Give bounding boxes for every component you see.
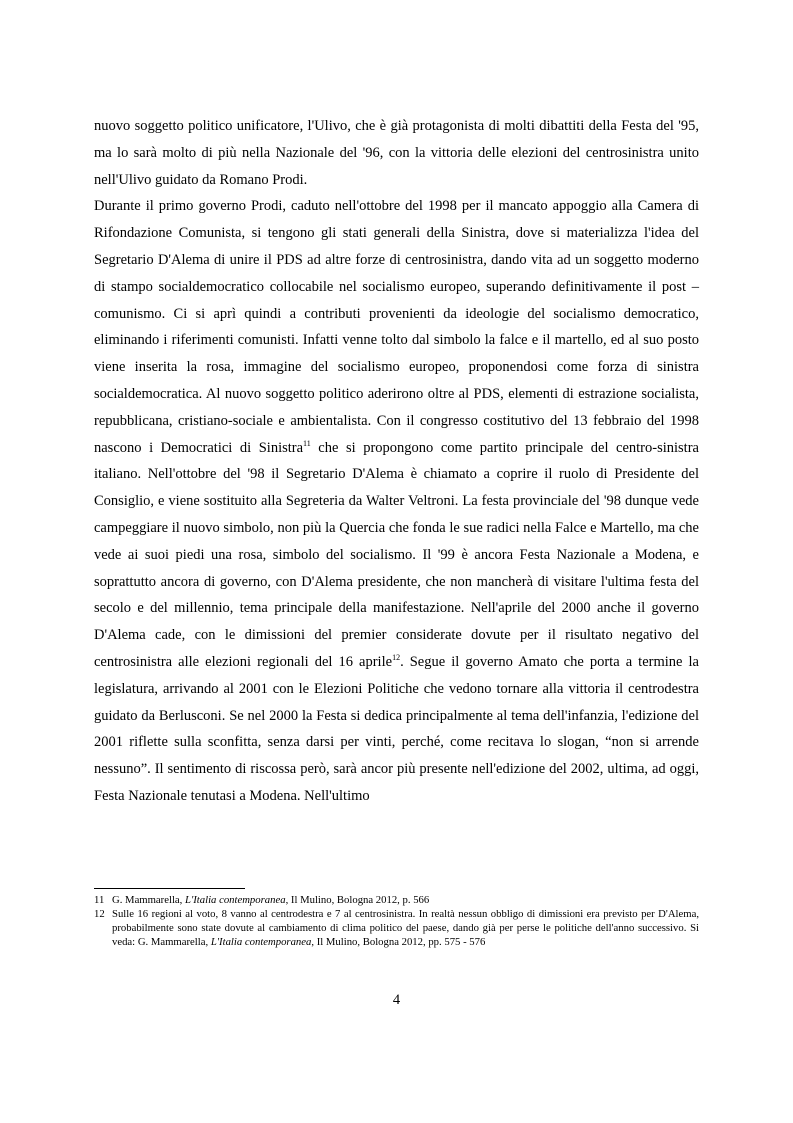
paragraph-text: . Segue il governo Amato che porta a termine la legislatura, arrivando al 2001 con le Elezioni Politiche che vedono tornare alla vittoria il centrodestra guidato da Berlusconi. Se nel 2000 la Festa si dedica principalmente al tema dell'infanzia, l'edizione del 2001 riflette sulla sconfitta, senza darsi per vinti, perché, come recitava lo slogan, “non si arrende nessuno”. Il sentimento di riscossa però, sarà ancor più presente nell'edizione del 2002, ultima, ad oggi, Festa Nazionale tenutasi a Modena. Nell'ultimo — [94, 653, 699, 804]
paragraph-text: Durante il primo governo Prodi, caduto nell'ottobre del 1998 per il mancato appoggio alla Camera di Rifondazione Comunista, si tengono gli stati generali della Sinistra, dove si materializza l'idea del Segretario D'Alema di unire il PDS ad altre forze di centrosinistra, dando vita ad un soggetto moderno di stampo socialdemocratico collocabile nel socialismo europeo, superando definitivamente il post – comunismo. Ci si aprì quindi a contributi provenienti da ideologie del socialismo democratico, eliminando i riferimenti comunisti. Infatti venne tolto dal simbolo la falce e il martello, ed al suo posto viene inserita la rosa, immagine del socialismo europeo, proponendosi come forza di sinistra socialdemocratica. Al nuovo soggetto politico aderirono oltre al PDS, elementi di estrazione socialista, repubblicana, cristiano-sociale e ambientalista. Con il congresso costitutivo del 13 febbraio del 1998 nascono i Democratici di Sinistra — [94, 198, 699, 456]
footnote-text-part: , Il Mulino, Bologna 2012, p. 566 — [285, 894, 430, 906]
page-number: 4 — [392, 992, 401, 1008]
footnote-text — [112, 907, 699, 949]
footnote-number: 11 — [94, 894, 105, 906]
footnote-text — [112, 893, 699, 907]
paragraph: nuovo soggetto politico unificatore, l'Ulivo, che è già protagonista di molti dibattiti della Festa del '95, ma lo sarà molto di più nella Nazionale del '96, con la vittoria delle elezioni del centrosinistra unito nell'Ulivo guidato da Romano Prodi. — [94, 118, 699, 188]
paragraph — [94, 193, 699, 809]
footnote-text-part: , Il Mulino, Bologna 2012, pp. 575 - 576 — [311, 936, 486, 948]
body-text — [94, 113, 699, 810]
footnotes — [94, 893, 699, 949]
footnote-reference[interactable]: 12 — [392, 653, 401, 663]
footnote-number: 12 — [94, 908, 105, 920]
footnote-separator — [94, 888, 245, 889]
footnote-reference[interactable]: 11 — [303, 438, 311, 448]
footnote-title: L'Italia contemporanea — [210, 936, 312, 948]
footnote-text-part: Sulle 16 regioni al voto, 8 vanno al centrodestra e 7 al centrosinistra. In realtà nessun obbligo di dimissioni era previsto per D'Alema, probabilmente sono state dovute al cambiamento di clima politico del paese, dando già per perse le politiche dell'anno successivo. Si veda: G. Mammarella, — [112, 908, 699, 948]
footnote-text-part: G. Mammarella, — [112, 894, 186, 906]
footnote — [94, 907, 699, 949]
paragraph-text: che si propongono come partito principale del centro-sinistra italiano. Nell'ottobre del '98 il Segretario D'Alema è chiamato a coprire il ruolo di Presidente del Consiglio, e viene sostituito alla Segreteria da Walter Veltroni. La festa provinciale del '98 dunque vede campeggiare il nuovo simbolo, non più la Quercia che fonda le sue radici nella Falce e Martello, ma che vede ai suoi piedi una rosa, simbolo del socialismo. Il '99 è ancora Festa Nazionale a Modena, e soprattutto ancora di governo, con D'Alema presidente, che non mancherà di visitare l'ultima festa del secolo e del millennio, tema principale della manifestazione. Nell'aprile del 2000 anche il governo D'Alema cade, con le dimissioni del premier considerate dovute per il risultato negativo del centrosinistra alle elezioni regionali del 16 aprile — [94, 439, 699, 670]
footnote-title: L'Italia contemporanea — [185, 894, 286, 906]
footnote — [94, 893, 699, 907]
